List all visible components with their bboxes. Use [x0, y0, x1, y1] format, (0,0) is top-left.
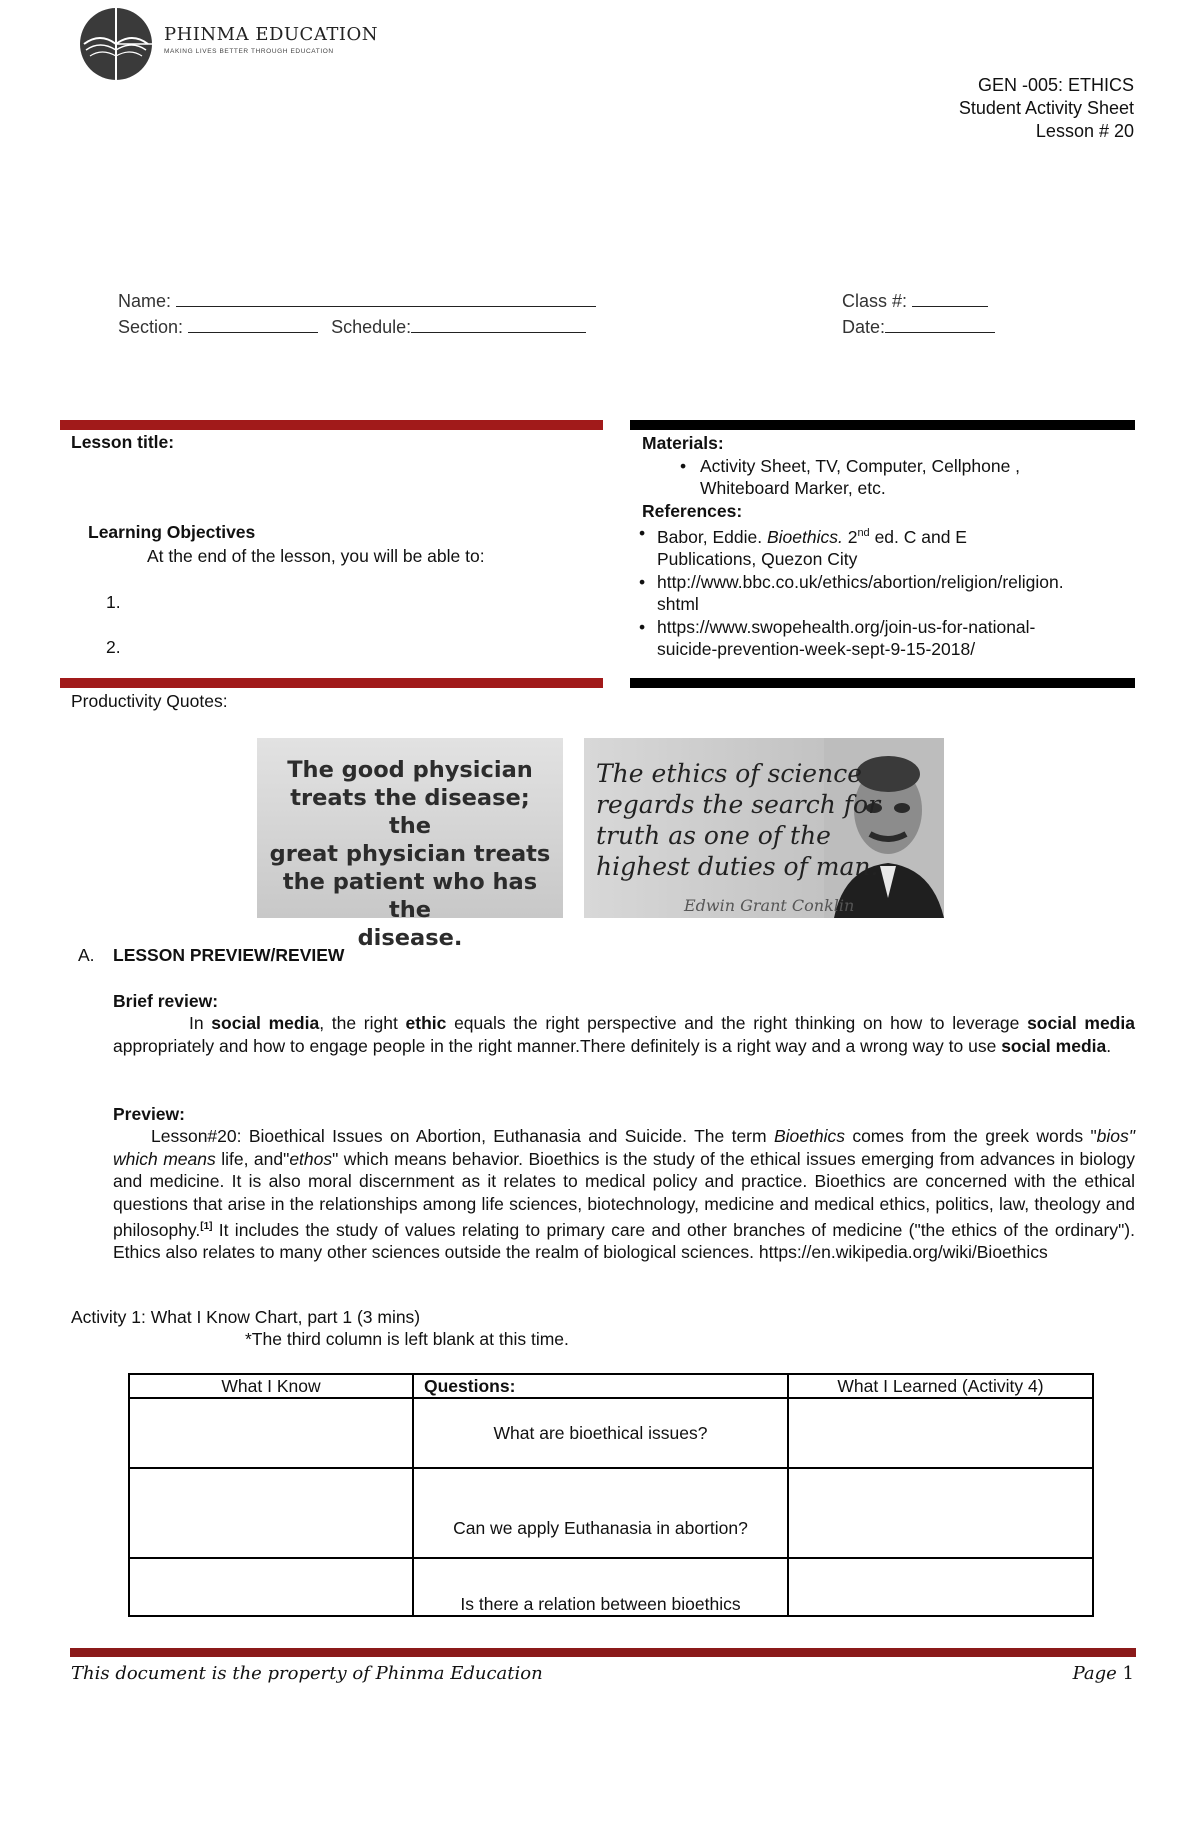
objectives-intro: At the end of the lesson, you will be able to:	[147, 546, 485, 566]
left-box-bottom-bar	[60, 678, 603, 688]
date-field[interactable]	[885, 314, 995, 333]
sheet-type: Student Activity Sheet	[958, 98, 1134, 118]
ref-edition: 2	[847, 526, 858, 547]
chart-header-row	[129, 1374, 1093, 1398]
class-row	[842, 288, 988, 312]
brief-review-label: Brief review:	[113, 991, 219, 1011]
what-i-know-cell[interactable]	[129, 1558, 413, 1616]
preview-text: Lesson#20: Bioethical Issues on Abortion, Euthanasia and Suicide. The term Bioethics comes from the greek words "bios" which means life, and"ethos" which means behavior. Bioethics is the study of the ethical issues emerging from advances in biology and medicine. It is also moral discernment as it relates to medical policy and practice. Bioethics are concerned with the ethical questions that arise in the relationships among life sciences, biotechnology, medicine and medical ethics, politics, law, theology and philosophy.[1] It includes the study of values relating to primary care and other branches of medicine ("the ethics of the ordinary"). Ethics also relates to many other sciences outside the realm of biological sciences. https://en.wikipedia.org/wiki/Bioethics	[113, 1126, 1135, 1263]
date-row	[842, 314, 995, 338]
section-label: Section:	[118, 317, 184, 337]
objective-item: 2.	[106, 637, 121, 657]
section-letter: A.	[78, 945, 95, 965]
right-box-bottom-bar	[630, 678, 1135, 688]
quote-image-conklin	[584, 738, 944, 918]
quote-image-physician	[257, 738, 563, 951]
course-code: GEN -005: ETHICS	[977, 75, 1134, 95]
materials-line: Activity Sheet, TV, Computer, Cellphone ,	[700, 455, 1021, 476]
date-label: Date:	[842, 317, 886, 337]
question-cell: Is there a relation between bioethics	[413, 1558, 788, 1616]
reference-link[interactable]: suicide-prevention-week-sept-9-15-2018/	[657, 639, 976, 660]
activity-title: Activity 1: What I Know Chart, part 1 (3 mins)	[71, 1307, 421, 1327]
materials-label: Materials:	[642, 433, 724, 453]
objective-item: 1.	[106, 592, 121, 612]
reference-item: • Babor, Eddie. Bioethics. 2nd ed. C and E Publications, Quezon City	[642, 522, 1132, 571]
reference-link[interactable]: http://www.bbc.co.uk/ethics/abortion/religion/religion.	[657, 571, 1064, 592]
brief-review-text: In social media, the right ethic equals the right perspective and the right thinking on how to leverage social media appropriately and how to engage people in the right manner.There definitely is a right way and a wrong way to use social media.	[113, 1013, 1135, 1056]
activity-note: *The third column is left blank at this time.	[245, 1329, 569, 1349]
name-row	[118, 288, 596, 312]
quote-line: The good physician	[287, 757, 533, 783]
footer-property-note: This document is the property of Phinma Education	[71, 1663, 543, 1684]
ref-edition-suffix: nd	[857, 527, 870, 539]
document-header	[959, 74, 1134, 143]
ref-title: Bioethics.	[766, 526, 843, 547]
reference-link[interactable]: https://www.swopehealth.org/join-us-for-national-	[657, 616, 1036, 637]
quote-line: the patient who has the	[282, 869, 538, 923]
lesson-title-label: Lesson title:	[71, 432, 175, 452]
phinma-logo	[78, 4, 378, 84]
lesson-number: Lesson # 20	[1035, 121, 1134, 141]
ref-publisher-line: Publications, Quezon City	[657, 549, 858, 570]
materials-references-box	[639, 432, 1132, 661]
what-i-learned-cell[interactable]	[788, 1558, 1093, 1616]
quote-line: truth as one of the	[596, 821, 831, 850]
name-label: Name:	[118, 291, 172, 311]
left-box-top-bar	[60, 420, 603, 430]
what-i-learned-cell[interactable]	[788, 1398, 1093, 1468]
reference-item: • http://www.bbc.co.uk/ethics/abortion/religion/religion. shtml	[642, 571, 1132, 616]
question-cell: Can we apply Euthanasia in abortion?	[413, 1468, 788, 1558]
quote-line: treats the disease; the	[290, 785, 530, 839]
reference-item: • https://www.swopehealth.org/join-us-for-national- suicide-prevention-week-sept-9-15-2018/	[642, 616, 1132, 661]
right-box-top-bar	[630, 420, 1135, 430]
references-label: References:	[642, 500, 743, 521]
page-number: 1	[1122, 1663, 1134, 1684]
quote-line: highest duties of man.	[596, 852, 879, 881]
what-i-know-cell[interactable]	[129, 1398, 413, 1468]
footer-bar	[70, 1648, 1136, 1657]
table-row	[129, 1558, 1093, 1616]
section-title: LESSON PREVIEW/REVIEW	[113, 945, 345, 965]
materials-item: • Activity Sheet, TV, Computer, Cellphone , Whiteboard Marker, etc.	[642, 455, 1132, 500]
quote-line: regards the search for	[596, 790, 881, 819]
reference-link[interactable]: shtml	[657, 594, 699, 615]
question-cell: What are bioethical issues?	[413, 1398, 788, 1468]
chart-header: What I Learned (Activity 4)	[788, 1374, 1093, 1398]
schedule-label: Schedule:	[331, 317, 412, 337]
quote-line: disease.	[357, 925, 463, 951]
ref-author: Babor, Eddie.	[657, 526, 763, 547]
quote-author: Edwin Grant Conklin	[684, 896, 855, 915]
table-row	[129, 1468, 1093, 1558]
quote-line: The ethics of science	[596, 759, 863, 788]
quotes-label: Productivity Quotes:	[71, 691, 228, 711]
materials-line: Whiteboard Marker, etc.	[700, 478, 886, 498]
phinma-book-icon	[78, 4, 156, 82]
class-field[interactable]	[912, 288, 988, 307]
what-i-know-cell[interactable]	[129, 1468, 413, 1558]
name-field[interactable]	[176, 288, 596, 307]
quote-line: great physician treats	[269, 841, 551, 867]
what-i-know-chart	[128, 1373, 1094, 1617]
class-label: Class #:	[842, 291, 908, 311]
chart-header: What I Know	[129, 1374, 413, 1398]
section-field[interactable]	[188, 314, 318, 333]
section-row	[118, 314, 586, 338]
table-row	[129, 1398, 1093, 1468]
chart-header: Questions:	[413, 1374, 788, 1398]
ref-publisher: ed. C and E	[874, 526, 967, 547]
objectives-label: Learning Objectives	[88, 522, 256, 542]
what-i-learned-cell[interactable]	[788, 1468, 1093, 1558]
schedule-field[interactable]	[411, 314, 586, 333]
footer-page	[1073, 1663, 1134, 1684]
logo-name: PHINMA EDUCATION	[164, 24, 378, 45]
preview-label: Preview:	[113, 1104, 185, 1124]
page-label: Page	[1072, 1663, 1117, 1684]
logo-tagline: MAKING LIVES BETTER THROUGH EDUCATION	[164, 48, 334, 55]
